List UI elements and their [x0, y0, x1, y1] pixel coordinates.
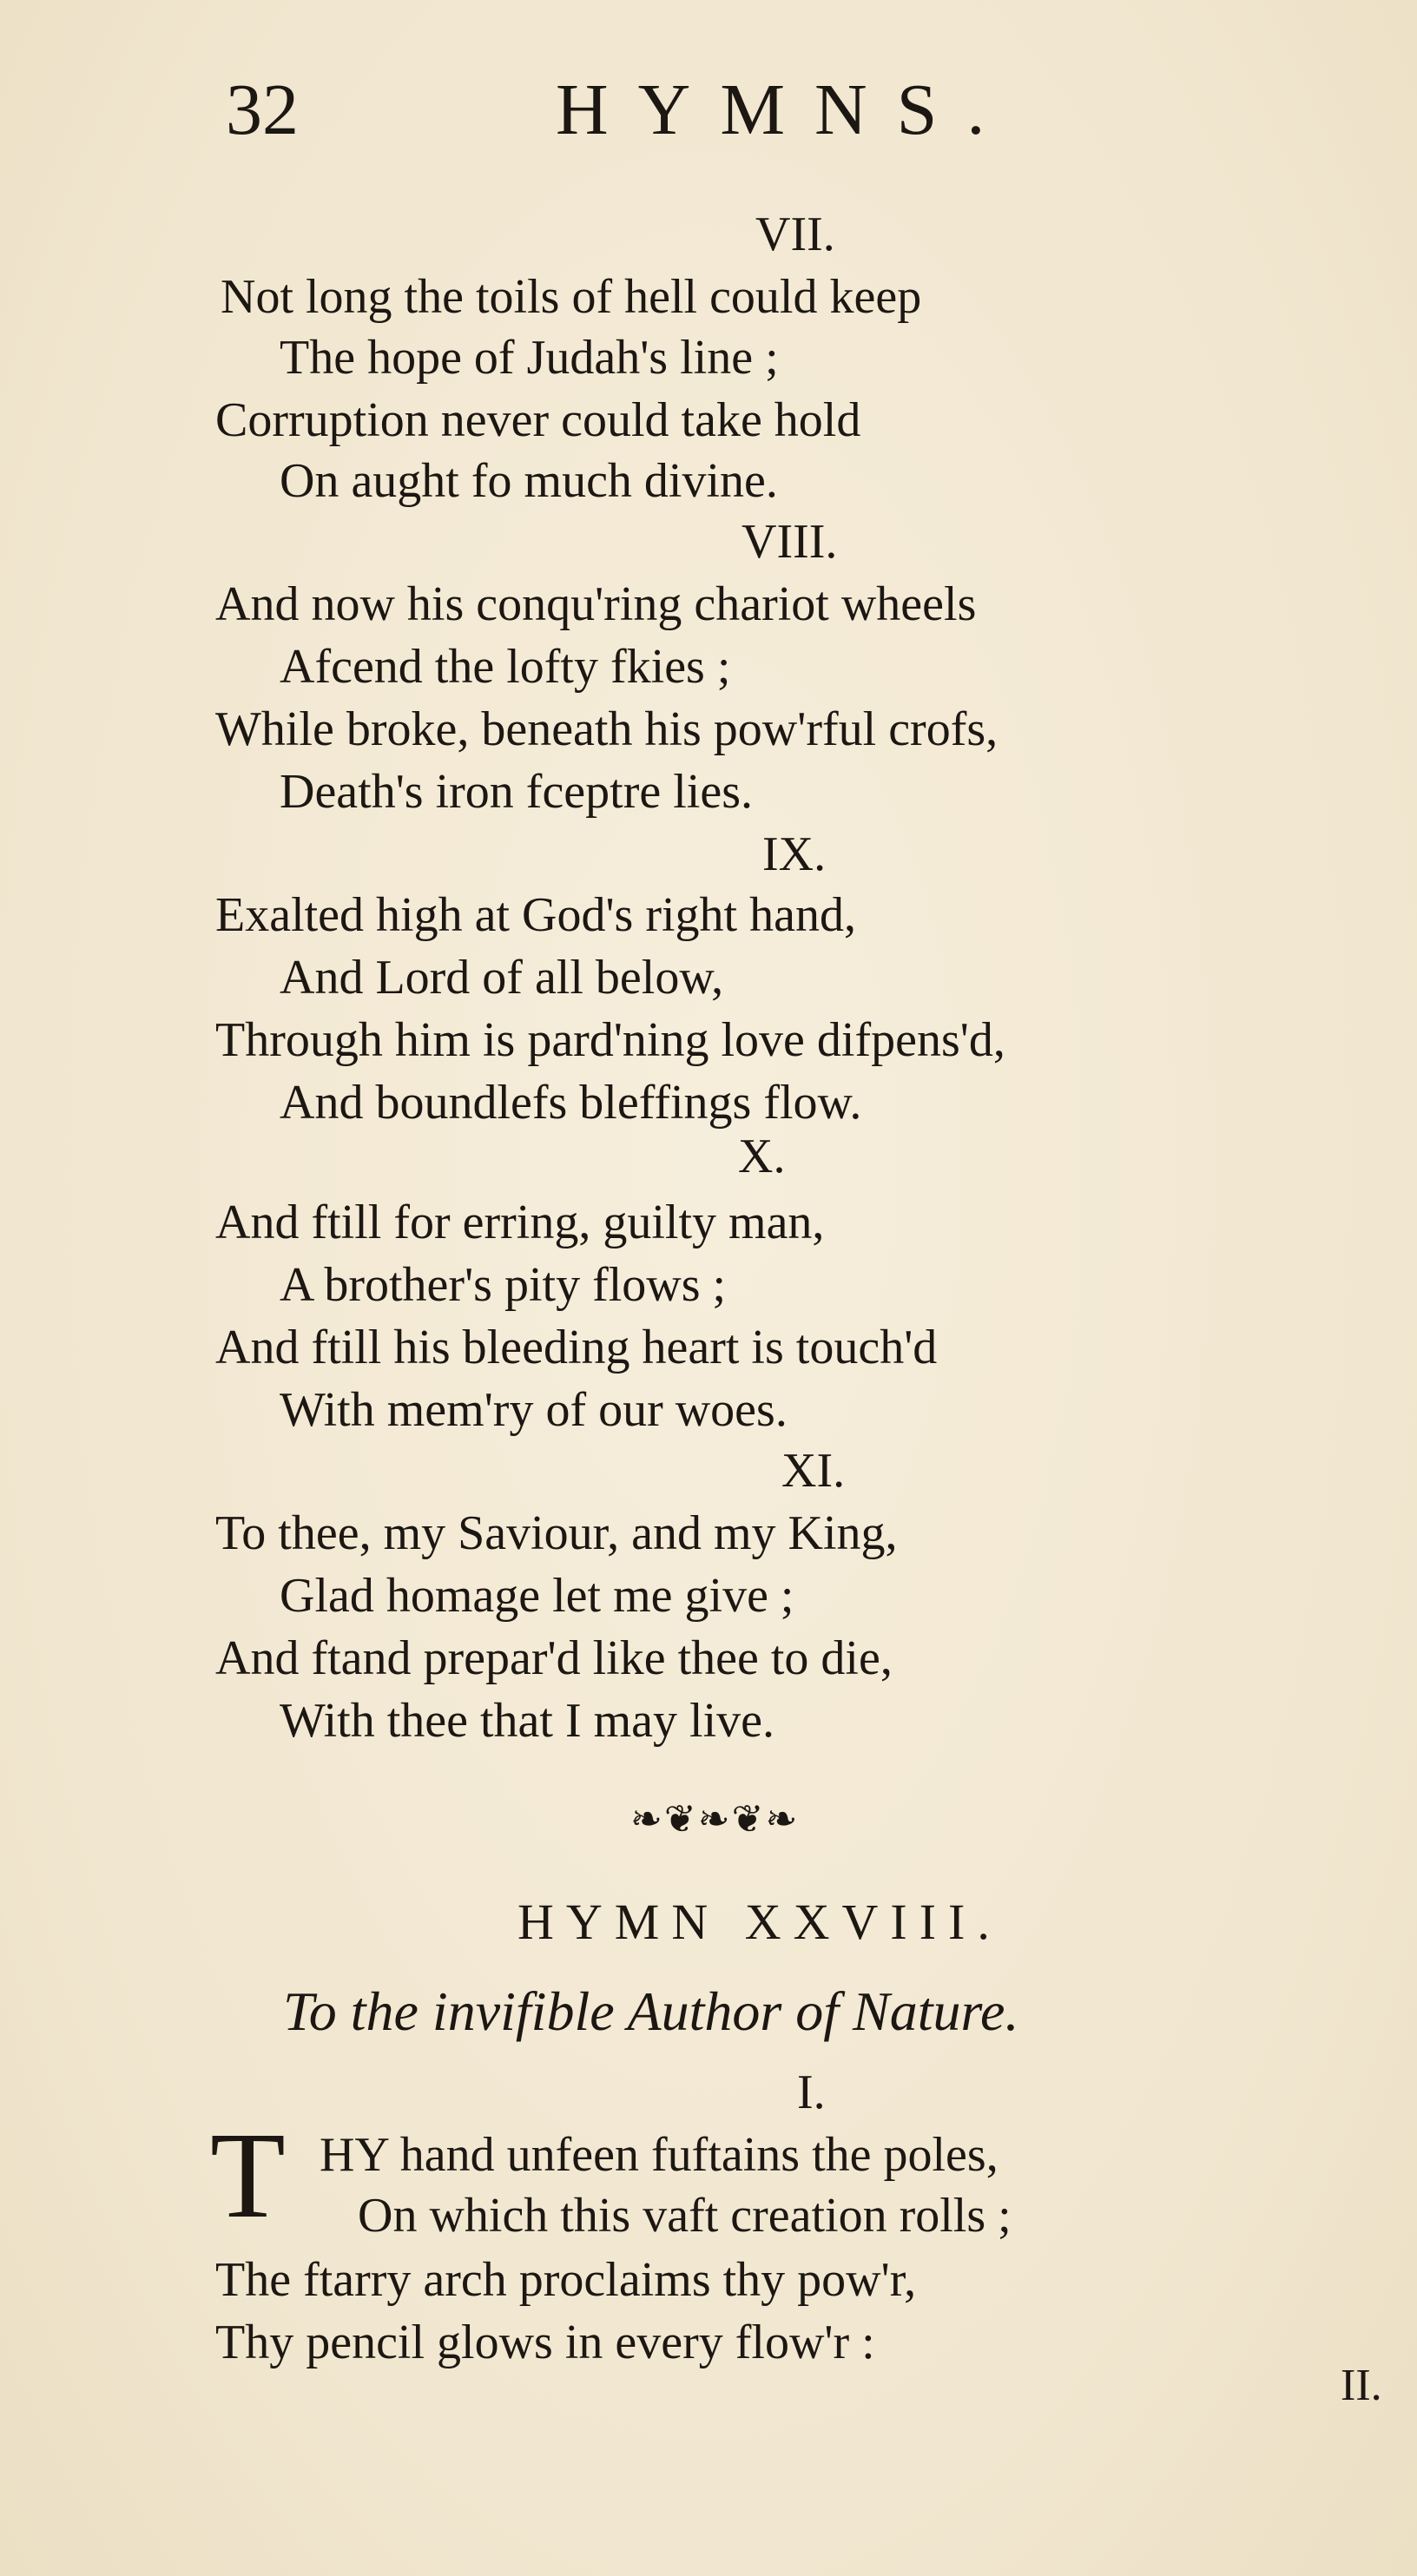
verse-line: Corruption never could take hold — [215, 393, 861, 447]
verse-line: Not long the toils of hell could keep — [221, 270, 922, 324]
verse-line: HY hand unfeen fuftains the poles, — [320, 2128, 998, 2182]
verse-line: With mem'ry of our woes. — [280, 1383, 788, 1437]
hymn-subtitle: To the invifible Author of Nature. — [283, 1980, 1019, 2042]
stanza-numeral: VIII. — [741, 515, 838, 569]
verse-line: And now his conqu'ring chariot wheels — [215, 577, 977, 631]
hymn-title: HYMN XXVIII. — [517, 1894, 1002, 1950]
verse-line: And ftand prepar'd like thee to die, — [215, 1631, 893, 1685]
stanza-numeral: I. — [797, 2065, 826, 2119]
verse-line: And boundlefs bleffings flow. — [280, 1076, 862, 1130]
stanza-numeral: VII. — [755, 208, 835, 261]
running-title: HYMNS. — [556, 69, 1015, 150]
verse-line: Thy pencil glows in every flow'r : — [215, 2316, 875, 2369]
page-number: 32 — [226, 69, 299, 150]
verse-line: With thee that I may live. — [280, 1694, 775, 1748]
verse-line: Exalted high at God's right hand, — [215, 888, 856, 942]
verse-line: Afcend the lofty fkies ; — [280, 640, 731, 694]
verse-line: And ftill for erring, guilty man, — [215, 1196, 825, 1249]
verse-line: The ftarry arch proclaims thy pow'r, — [215, 2253, 917, 2307]
verse-line: While broke, beneath his pow'rful crofs, — [215, 702, 998, 756]
stanza-numeral: IX. — [762, 827, 827, 881]
drop-cap: T — [210, 2106, 286, 2243]
stanza-numeral: XI. — [781, 1444, 846, 1498]
verse-line: And ftill his bleeding heart is touch'd — [215, 1321, 938, 1374]
ornament-divider: ❧❦❧❦❧ — [630, 1798, 800, 1841]
verse-line: A brother's pity flows ; — [280, 1258, 727, 1312]
verse-line: And Lord of all below, — [280, 951, 724, 1005]
verse-line: Glad homage let me give ; — [280, 1569, 794, 1623]
verse-line: On aught fo much divine. — [280, 454, 778, 508]
verse-line: Through him is pard'ning love difpens'd, — [215, 1013, 1005, 1067]
verse-line: On which this vaft creation rolls ; — [358, 2189, 1012, 2243]
verse-line: Death's iron fceptre lies. — [280, 765, 753, 819]
catchword: II. — [1341, 2361, 1382, 2410]
stanza-numeral: X. — [738, 1130, 786, 1183]
verse-line: The hope of Judah's line ; — [280, 331, 779, 385]
verse-line: To thee, my Saviour, and my King, — [215, 1506, 898, 1560]
